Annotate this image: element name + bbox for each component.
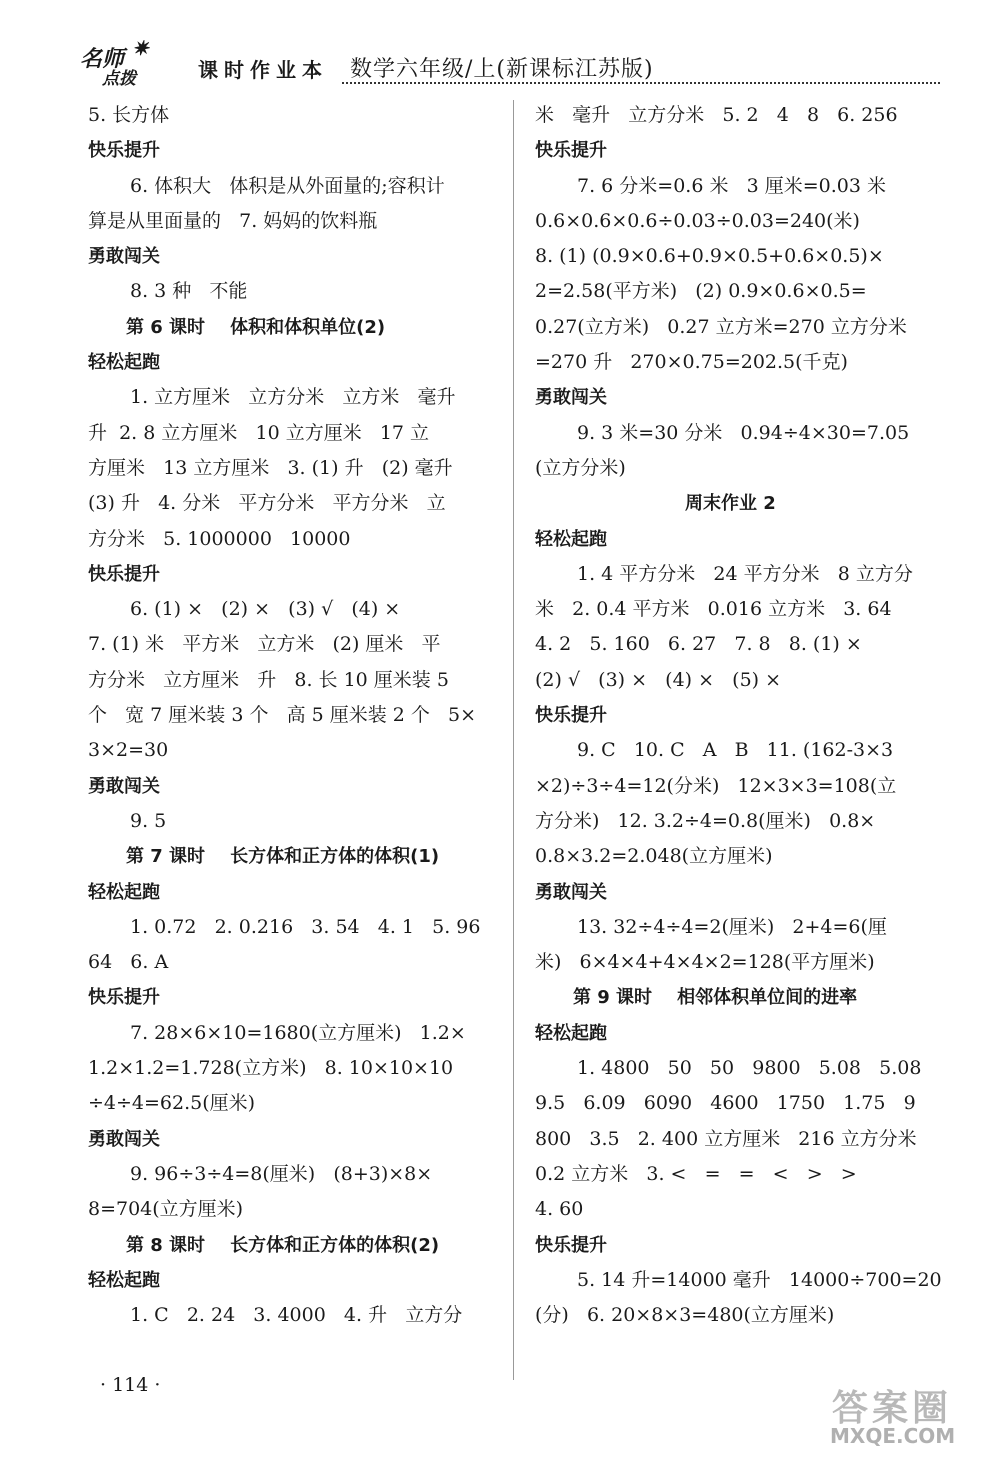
answer-line: 0.8×3.2=2.048(立方厘米) bbox=[535, 845, 773, 868]
answer-line: 800 3.5 2. 400 立方厘米 216 立方分米 bbox=[535, 1127, 917, 1150]
watermark-text: 答案圈 bbox=[832, 1388, 953, 1429]
answer-line: 方分米 立方厘米 升 8. 长 10 厘米装 5 bbox=[88, 668, 449, 691]
lesson-title: 周末作业 2 bbox=[685, 493, 776, 515]
section-heading: 轻松起跑 bbox=[88, 352, 160, 374]
answer-line: 0.6×0.6×0.6÷0.03÷0.03=240(米) bbox=[535, 209, 860, 232]
lesson-title: 第 7 课时 长方体和正方体的体积(1) bbox=[126, 846, 440, 868]
answer-line: 8. 3 种 不能 bbox=[130, 280, 248, 303]
section-heading: 快乐提升 bbox=[88, 563, 160, 585]
answer-line: 0.2 立方米 3. < = = < > > bbox=[535, 1162, 857, 1185]
answer-line: 7. (1) 米 平方米 立方米 (2) 厘米 平 bbox=[88, 633, 441, 656]
series-title: 课时作业本 bbox=[198, 58, 328, 82]
section-heading: 轻松起跑 bbox=[535, 528, 607, 550]
answer-line: 9. C 10. C A B 11. (162-3×3 bbox=[577, 739, 894, 762]
answer-line: 1.2×1.2=1.728(立方米) 8. 10×10×10 bbox=[88, 1057, 454, 1080]
section-heading: 快乐提升 bbox=[535, 1234, 607, 1256]
left-column bbox=[88, 98, 498, 1333]
answer-line: 算是从里面量的 7. 妈妈的饮料瓶 bbox=[88, 209, 378, 232]
answer-line: 个 宽 7 厘米装 3 个 高 5 厘米装 2 个 5× bbox=[88, 704, 477, 727]
watermark-url: MXQE.COM bbox=[830, 1424, 956, 1448]
answer-line: 8=704(立方厘米) bbox=[88, 1198, 244, 1221]
answer-line: 1. 0.72 2. 0.216 3. 54 4. 1 5. 96 bbox=[130, 915, 481, 938]
answer-line: 5. 14 升=14000 毫升 14000÷700=20 bbox=[577, 1268, 942, 1291]
logo-line2: 点拨 bbox=[102, 69, 136, 89]
lesson-title: 第 8 课时 长方体和正方体的体积(2) bbox=[126, 1234, 440, 1256]
header-rule bbox=[342, 82, 940, 84]
answer-line: 米 2. 0.4 平方米 0.016 立方米 3. 64 bbox=[535, 598, 892, 621]
sparkle-icon: ✷ bbox=[132, 36, 149, 60]
section-heading: 勇敢闯关 bbox=[535, 387, 607, 409]
section-heading: 勇敢闯关 bbox=[88, 1128, 160, 1150]
answer-line: (3) 升 4. 分米 平方分米 平方分米 立 bbox=[88, 492, 446, 515]
page-number: · 114 · bbox=[100, 1374, 161, 1396]
answer-line: 方分米 5. 1000000 10000 bbox=[88, 527, 351, 550]
answer-line: 4. 2 5. 160 6. 27 7. 8 8. (1) × bbox=[535, 633, 862, 656]
answer-line: 0.27(立方米) 0.27 立方米=270 立方分米 bbox=[535, 315, 907, 338]
answer-line: 2=2.58(平方米) (2) 0.9×0.6×0.5= bbox=[535, 280, 867, 303]
answer-line: 方厘米 13 立方厘米 3. (1) 升 (2) 毫升 bbox=[88, 456, 453, 479]
answer-line: 9.5 6.09 6090 4600 1750 1.75 9 bbox=[535, 1092, 916, 1115]
answer-line: 3×2=30 bbox=[88, 739, 169, 762]
section-heading: 轻松起跑 bbox=[535, 1022, 607, 1044]
answer-line: 1. C 2. 24 3. 4000 4. 升 立方分 bbox=[130, 1304, 463, 1327]
answer-line: 方分米) 12. 3.2÷4=0.8(厘米) 0.8× bbox=[535, 809, 876, 832]
section-heading: 勇敢闯关 bbox=[88, 775, 160, 797]
section-heading: 快乐提升 bbox=[88, 987, 160, 1009]
answer-line: 9. 96÷3÷4=8(厘米) (8+3)×8× bbox=[130, 1162, 433, 1185]
answer-line: 1. 4800 50 50 9800 5.08 5.08 bbox=[577, 1057, 922, 1080]
answer-line: =270 升 270×0.75=202.5(千克) bbox=[535, 351, 848, 374]
answer-line: 升 2. 8 立方厘米 10 立方厘米 17 立 bbox=[88, 421, 430, 444]
answer-line: 9. 5 bbox=[130, 809, 167, 832]
section-heading: 勇敢闯关 bbox=[535, 881, 607, 903]
section-heading: 快乐提升 bbox=[88, 140, 160, 162]
logo-line1: 名师 bbox=[80, 46, 125, 72]
answer-line: 6. 体积大 体积是从外面量的;容积计 bbox=[130, 174, 445, 197]
answer-line: 7. 6 分米=0.6 米 3 厘米=0.03 米 bbox=[577, 174, 886, 197]
answer-line: 6. (1) × (2) × (3) √ (4) × bbox=[130, 598, 401, 621]
answer-line: 4. 60 bbox=[535, 1198, 584, 1221]
answer-line: ÷4÷4=62.5(厘米) bbox=[88, 1092, 256, 1115]
answer-line: 9. 3 米=30 分米 0.94÷4×30=7.05 bbox=[577, 421, 910, 444]
lesson-title: 第 6 课时 体积和体积单位(2) bbox=[126, 316, 386, 338]
section-heading: 轻松起跑 bbox=[88, 1269, 160, 1291]
answer-line: 5. 长方体 bbox=[88, 104, 170, 126]
answer-line: 8. (1) (0.9×0.6+0.9×0.5+0.6×0.5)× bbox=[535, 245, 884, 268]
answer-line: (立方分米) bbox=[535, 456, 626, 479]
section-heading: 勇敢闯关 bbox=[88, 246, 160, 268]
answer-line: 13. 32÷4÷4=2(厘米) 2+4=6(厘 bbox=[577, 915, 887, 938]
answer-line: 7. 28×6×10=1680(立方厘米) 1.2× bbox=[130, 1021, 466, 1044]
answer-line: 1. 4 平方分米 24 平方分米 8 立方分 bbox=[577, 562, 913, 585]
answer-line: ×2)÷3÷4=12(分米) 12×3×3=108(立 bbox=[535, 774, 897, 797]
answer-line: 64 6. A bbox=[88, 951, 169, 974]
watermark-logo bbox=[790, 1380, 990, 1455]
right-column bbox=[535, 98, 945, 1333]
answer-line: (2) √ (3) × (4) × (5) × bbox=[535, 668, 782, 691]
lesson-title: 第 9 课时 相邻体积单位间的进率 bbox=[573, 987, 858, 1009]
section-heading: 轻松起跑 bbox=[88, 881, 160, 903]
answer-line: 米) 6×4×4+4×4×2=128(平方厘米) bbox=[535, 951, 875, 974]
answer-line: 1. 立方厘米 立方分米 立方米 毫升 bbox=[130, 386, 456, 409]
section-heading: 快乐提升 bbox=[535, 140, 607, 162]
answer-line: 米 毫升 立方分米 5. 2 4 8 6. 256 bbox=[535, 104, 898, 126]
section-heading: 快乐提升 bbox=[535, 705, 607, 727]
answer-line: (分) 6. 20×8×3=480(立方厘米) bbox=[535, 1304, 835, 1327]
page-header bbox=[80, 38, 940, 88]
publisher-logo bbox=[80, 38, 190, 88]
book-title: 数学六年级/上(新课标江苏版) bbox=[350, 57, 654, 82]
column-divider bbox=[513, 100, 514, 1380]
